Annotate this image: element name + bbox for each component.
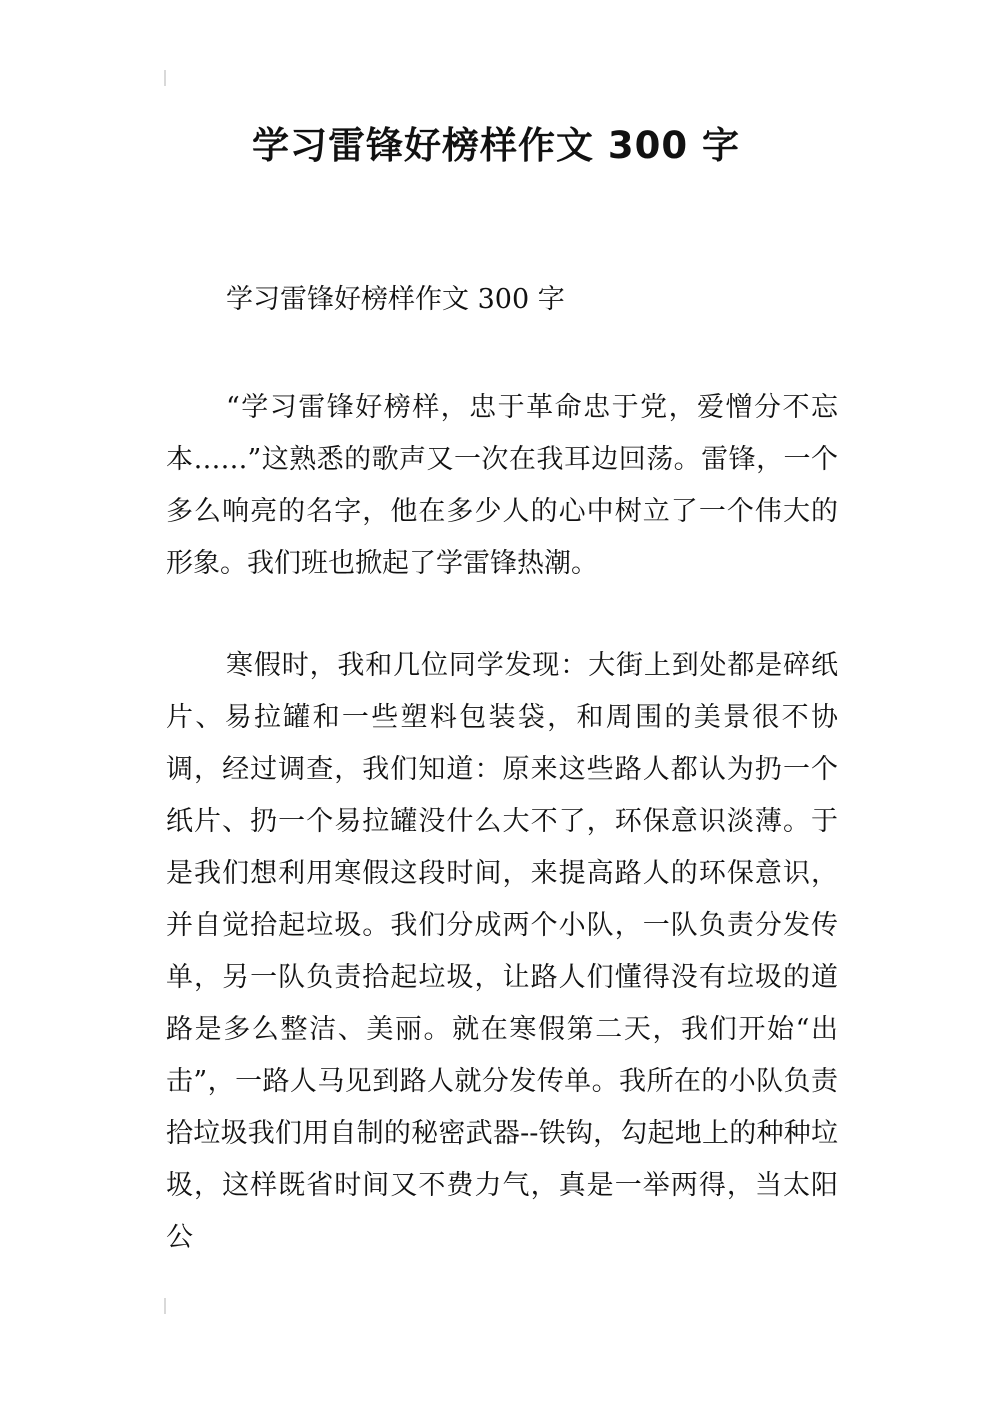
document-title: 学习雷锋好榜样作文 300 字 xyxy=(252,124,740,167)
document-subtitle: 学习雷锋好榜样作文 300 字 xyxy=(226,284,565,315)
paragraph-2: 寒假时，我和几位同学发现：大街上到处都是碎纸片、易拉罐和一些塑料包装袋，和周围的美景很不协调，经过调查，我们知道：原来这些路人都认为扔一个纸片、扔一个易拉罐没什么大不了，环保意识淡薄。于是我们想利用寒假这段时间，来提高路人的环保意识，并自觉拾起垃圾。我们分成两个小队，一队负责分发传单，另一队负责拾起垃圾，让路人们懂得没有垃圾的道路是多么整洁、美丽。就在寒假第二天，我们开始“出击”，一路人马见到路人就分发传单。我所在的小队负责拾垃圾我们用自制的秘密武器--铁钩，勾起地上的种种垃圾，这样既省时间又不费力气，真是一举两得，当太阳公 xyxy=(166,650,838,1253)
page-edge-mark-top xyxy=(164,70,166,86)
page-edge-mark-bottom xyxy=(164,1298,166,1314)
paragraph-1: “学习雷锋好榜样，忠于革命忠于党，爱憎分不忘本……”这熟悉的歌声又一次在我耳边回荡。雷锋，一个多么响亮的名字，他在多少人的心中树立了一个伟大的形象。我们班也掀起了学雷锋热潮。 xyxy=(166,392,838,579)
